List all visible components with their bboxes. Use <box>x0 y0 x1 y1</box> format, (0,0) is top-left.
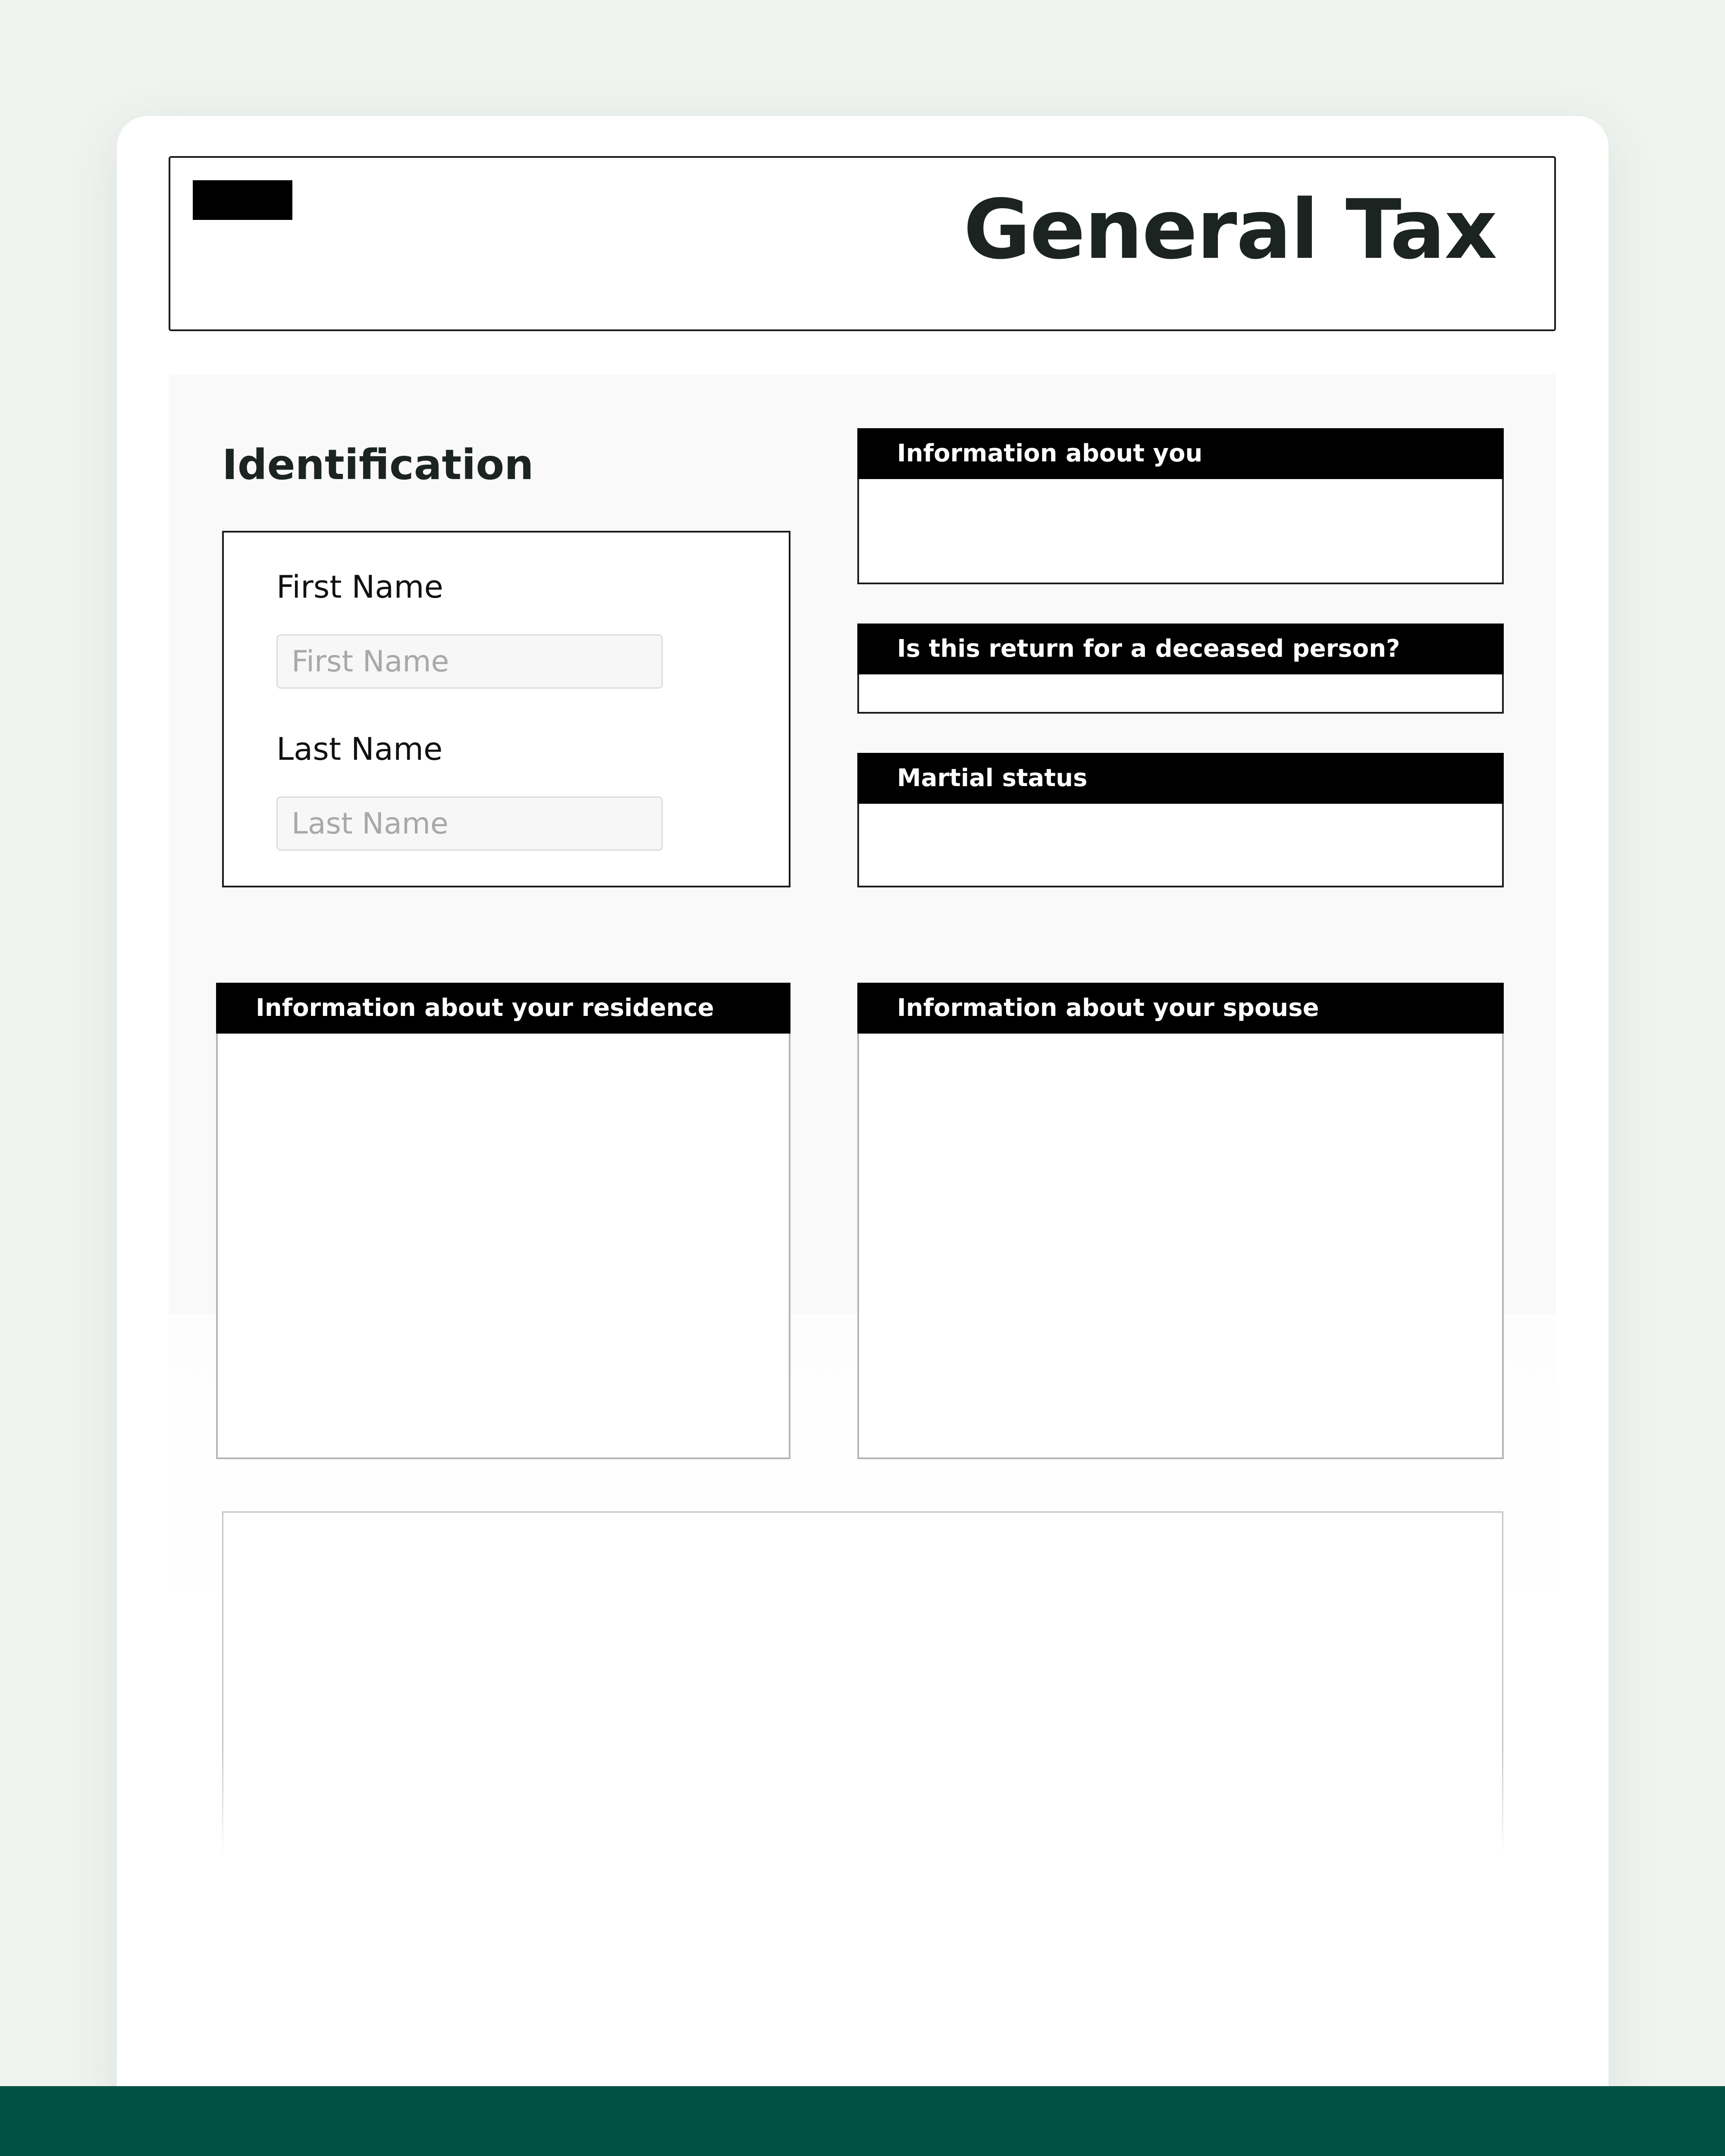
identification-panel <box>222 531 790 887</box>
document-header <box>169 156 1556 331</box>
footer-banner <box>0 2086 1725 2156</box>
section-about-you[interactable] <box>857 428 1504 584</box>
section-residence[interactable] <box>216 983 790 1459</box>
section-header-residence: Information about your residence <box>216 983 790 1034</box>
section-header-about-you: Information about you <box>857 428 1504 479</box>
identification-heading: Identification <box>222 441 534 489</box>
section-header-deceased: Is this return for a deceased person? <box>857 624 1504 674</box>
section-header-marital-status: Martial status <box>857 753 1504 804</box>
bottom-fade <box>207 1746 1518 1876</box>
logo-placeholder <box>193 180 292 220</box>
last-name-input[interactable] <box>276 796 663 851</box>
section-header-spouse: Information about your spouse <box>857 983 1504 1034</box>
first-name-label: First Name <box>276 569 443 605</box>
first-name-input[interactable] <box>276 634 663 689</box>
section-marital-status[interactable] <box>857 753 1504 887</box>
last-name-label: Last Name <box>276 731 443 767</box>
section-spouse[interactable] <box>857 983 1504 1459</box>
document-title: General Tax <box>963 182 1496 277</box>
section-deceased[interactable] <box>857 624 1504 714</box>
